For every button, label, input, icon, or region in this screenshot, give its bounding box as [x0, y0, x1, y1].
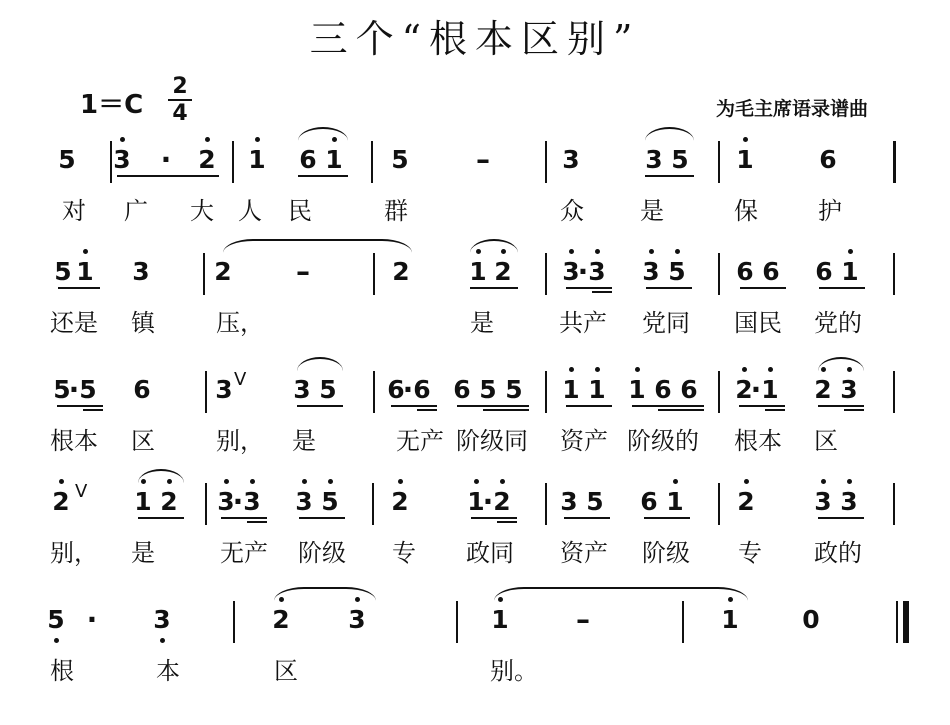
- note-do: 1: [467, 247, 489, 297]
- barline: [372, 483, 374, 525]
- lyric-syllable: 政的: [814, 539, 862, 567]
- duration-underline: [566, 405, 612, 407]
- octave-up-dot: [744, 479, 749, 484]
- barline: [205, 371, 207, 413]
- octave-up-dot: [120, 137, 125, 142]
- note-re: 2: [270, 595, 292, 645]
- sustain-dash: –: [576, 603, 590, 636]
- note-re: 2: [392, 257, 410, 286]
- barline: [545, 371, 547, 413]
- lyric-syllable: 阶级: [298, 539, 346, 567]
- note-do: 1: [664, 477, 686, 527]
- note-re: 2: [812, 365, 834, 415]
- duration-underline: [818, 405, 864, 407]
- duration-underline: [117, 175, 219, 177]
- octave-up-dot: [500, 479, 505, 484]
- note-sol: 5: [666, 247, 688, 297]
- duration-underline: [57, 405, 103, 407]
- time-signature-top: 2: [168, 74, 192, 101]
- note-do: 1: [586, 365, 608, 415]
- augmentation-dot: ·: [577, 255, 589, 288]
- lyric-syllable: 无产: [220, 539, 268, 567]
- octave-up-dot: [675, 249, 680, 254]
- note-do: 1: [132, 477, 154, 527]
- lyric-syllable: 民: [288, 197, 312, 225]
- slur: [818, 357, 864, 371]
- barline: [896, 601, 898, 643]
- note-la: 6: [387, 375, 405, 404]
- note-sol: 5: [391, 145, 409, 174]
- augmentation-dot: ·: [160, 143, 172, 176]
- note-re: 2: [389, 477, 411, 527]
- barline: [718, 253, 720, 295]
- note-re: 2: [158, 477, 180, 527]
- note-sol: 5: [45, 595, 67, 645]
- barline: [903, 601, 909, 643]
- lyric-syllable: 国民: [734, 309, 782, 337]
- duration-underline: [470, 287, 518, 289]
- note-mi: 3: [151, 595, 173, 645]
- barline: [371, 141, 373, 183]
- note-la: 6: [133, 375, 151, 404]
- duration-underline: [83, 409, 103, 411]
- lyrics-row: [0, 423, 950, 459]
- slur: [645, 127, 694, 141]
- barline: [893, 483, 895, 525]
- note-re: 2: [214, 257, 232, 286]
- note-la: 6: [815, 257, 833, 286]
- barline: [205, 483, 207, 525]
- octave-up-dot: [569, 249, 574, 254]
- note-do: 1: [246, 135, 268, 185]
- duration-underline: [221, 517, 267, 519]
- octave-up-dot: [595, 367, 600, 372]
- lyric-syllable: 党的: [814, 309, 862, 337]
- barline: [456, 601, 458, 643]
- note-re: 2: [50, 477, 72, 527]
- lyric-syllable: 别，: [216, 427, 264, 455]
- notes-row: [0, 365, 950, 415]
- notes-row: [0, 477, 950, 527]
- note-la: 6: [736, 257, 754, 286]
- barline: [718, 141, 720, 183]
- note-mi: 3: [560, 487, 578, 516]
- duration-underline: [566, 287, 612, 289]
- lyrics-row: [0, 535, 950, 571]
- duration-underline: [457, 405, 529, 407]
- barline: [232, 141, 234, 183]
- lyric-syllable: 根: [50, 657, 74, 685]
- octave-up-dot: [398, 479, 403, 484]
- note-mi: 3: [346, 595, 368, 645]
- note-do: 1: [465, 477, 487, 527]
- note-sol: 5: [53, 375, 71, 404]
- note-la: 6: [680, 375, 698, 404]
- duration-underline: [497, 521, 517, 523]
- duration-underline: [740, 287, 786, 289]
- lyric-syllable: 资产: [560, 427, 608, 455]
- octave-up-dot: [59, 479, 64, 484]
- barline: [545, 253, 547, 295]
- duration-underline: [138, 517, 184, 519]
- barline: [110, 141, 112, 183]
- lyric-syllable: 政同: [466, 539, 514, 567]
- lyric-syllable: 别，: [50, 539, 98, 567]
- barline: [545, 483, 547, 525]
- lyric-syllable: 是: [640, 197, 664, 225]
- note-la: 6: [762, 257, 780, 286]
- duration-underline: [298, 175, 348, 177]
- octave-up-dot: [821, 479, 826, 484]
- augmentation-dot: ·: [86, 603, 98, 636]
- barline: [545, 141, 547, 183]
- octave-up-dot: [847, 479, 852, 484]
- octave-up-dot: [255, 137, 260, 142]
- time-signature-bottom: 4: [172, 101, 188, 126]
- octave-up-dot: [569, 367, 574, 372]
- octave-up-dot: [848, 249, 853, 254]
- note-do: 1: [560, 365, 582, 415]
- lyric-syllable: 区: [131, 427, 155, 455]
- note-sol: 5: [79, 375, 97, 404]
- breath-mark: V: [234, 369, 247, 390]
- lyric-syllable: 无产: [396, 427, 444, 455]
- note-re: 2: [196, 135, 218, 185]
- note-mi: 3: [562, 145, 580, 174]
- duration-underline: [247, 521, 267, 523]
- notes-row: [0, 135, 950, 185]
- note-la: 6: [453, 375, 471, 404]
- duration-underline: [471, 517, 517, 519]
- slur: [298, 127, 348, 141]
- note-re: 2: [735, 477, 757, 527]
- duration-underline: [564, 517, 610, 519]
- time-signature: [168, 74, 192, 126]
- duration-underline: [632, 405, 704, 407]
- duration-underline: [58, 287, 100, 289]
- breath-mark: V: [75, 481, 88, 502]
- note-re: 2: [491, 477, 513, 527]
- note-mi: 3: [586, 247, 608, 297]
- note-do: 1: [719, 595, 741, 645]
- augmentation-dot: ·: [232, 485, 244, 518]
- lyric-syllable: 阶级同: [456, 427, 528, 455]
- lyric-syllable: 保: [734, 197, 758, 225]
- lyric-syllable: 区: [274, 657, 298, 685]
- barline: [682, 601, 684, 643]
- octave-up-dot: [205, 137, 210, 142]
- augmentation-dot: ·: [402, 373, 414, 406]
- duration-underline: [644, 517, 690, 519]
- slur: [274, 587, 376, 601]
- lyric-syllable: 还是: [50, 309, 98, 337]
- octave-up-dot: [250, 479, 255, 484]
- note-mi: 3: [838, 365, 860, 415]
- duration-underline: [299, 517, 345, 519]
- octave-up-dot: [595, 249, 600, 254]
- octave-down-dot: [160, 638, 165, 643]
- lyric-syllable: 群: [384, 197, 408, 225]
- note-sol: 5: [319, 477, 341, 527]
- lyric-syllable: 阶级: [642, 539, 690, 567]
- barline: [718, 371, 720, 413]
- octave-up-dot: [302, 479, 307, 484]
- note-sol: 5: [671, 145, 689, 174]
- note-mi: 3: [132, 257, 150, 286]
- note-do: 1: [734, 135, 756, 185]
- note-mi: 3: [293, 477, 315, 527]
- lyrics-row: [0, 193, 950, 229]
- note-do: 1: [626, 365, 648, 415]
- lyric-syllable: 资产: [560, 539, 608, 567]
- note-la: 6: [299, 145, 317, 174]
- note-sol: 5: [54, 257, 72, 286]
- duration-underline: [819, 287, 865, 289]
- duration-underline: [739, 405, 785, 407]
- lyric-syllable: 专: [392, 539, 416, 567]
- lyric-syllable: 党同: [642, 309, 690, 337]
- note-mi: 3: [812, 477, 834, 527]
- octave-up-dot: [742, 367, 747, 372]
- barline: [373, 253, 375, 295]
- slur: [470, 239, 518, 253]
- slur: [223, 239, 412, 253]
- note-sol: 5: [319, 375, 337, 404]
- note-do: 1: [489, 595, 511, 645]
- duration-underline: [818, 517, 864, 519]
- lyric-syllable: 阶级的: [627, 427, 699, 455]
- octave-up-dot: [635, 367, 640, 372]
- note-mi: 3: [645, 145, 663, 174]
- duration-underline: [592, 291, 612, 293]
- note-mi: 3: [241, 477, 263, 527]
- octave-up-dot: [649, 249, 654, 254]
- barline: [233, 601, 235, 643]
- augmentation-dot: ·: [482, 485, 494, 518]
- barline: [373, 371, 375, 413]
- duration-underline: [646, 287, 692, 289]
- lyric-syllable: 护: [818, 197, 842, 225]
- note-la: 6: [819, 145, 837, 174]
- key-signature: 1＝C: [80, 90, 144, 120]
- octave-down-dot: [54, 638, 59, 643]
- lyric-syllable: 广: [124, 197, 148, 225]
- barline: [893, 253, 895, 295]
- note-la: 6: [413, 375, 431, 404]
- note-do: 1: [759, 365, 781, 415]
- octave-up-dot: [328, 479, 333, 484]
- lyric-syllable: 是: [292, 427, 316, 455]
- note-mi: 3: [293, 375, 311, 404]
- octave-up-dot: [768, 367, 773, 372]
- lyric-syllable: 是: [470, 309, 494, 337]
- lyrics-row: [0, 305, 950, 341]
- lyric-syllable: 大: [190, 197, 214, 225]
- duration-underline: [658, 409, 704, 411]
- octave-up-dot: [743, 137, 748, 142]
- lyric-syllable: 镇: [131, 309, 155, 337]
- lyric-syllable: 专: [738, 539, 762, 567]
- augmentation-dot: ·: [68, 373, 80, 406]
- note-do: 1: [839, 247, 861, 297]
- note-la: 6: [654, 375, 672, 404]
- lyric-syllable: 别。: [490, 657, 538, 685]
- slur: [494, 587, 748, 601]
- note-sol: 5: [505, 375, 523, 404]
- lyric-syllable: 压，: [216, 309, 264, 337]
- note-mi: 3: [111, 135, 133, 185]
- note-sol: 5: [586, 487, 604, 516]
- lyric-syllable: 是: [131, 539, 155, 567]
- lyric-syllable: 对: [62, 197, 86, 225]
- note-re: 2: [733, 365, 755, 415]
- octave-up-dot: [474, 479, 479, 484]
- barline: [893, 141, 896, 183]
- lyrics-row: [0, 653, 950, 689]
- duration-underline: [417, 409, 437, 411]
- sustain-dash: –: [476, 143, 490, 176]
- note-do: 1: [74, 247, 96, 297]
- credit-text: 为毛主席语录谱曲: [715, 98, 868, 120]
- note-la: 6: [640, 487, 658, 516]
- song-title: 三个“根本区别”: [309, 17, 641, 61]
- duration-underline: [483, 409, 529, 411]
- duration-underline: [391, 405, 437, 407]
- barline: [893, 371, 895, 413]
- note-sol: 5: [479, 375, 497, 404]
- octave-up-dot: [673, 479, 678, 484]
- lyric-syllable: 根本: [50, 427, 98, 455]
- lyric-syllable: 众: [560, 197, 584, 225]
- barline: [203, 253, 205, 295]
- duration-underline: [844, 409, 864, 411]
- barline: [718, 483, 720, 525]
- note-mi: 3: [215, 375, 233, 404]
- note-rest: 0: [802, 605, 820, 634]
- notes-row: [0, 595, 950, 645]
- note-mi: 3: [640, 247, 662, 297]
- slur: [138, 469, 184, 483]
- slur: [297, 357, 343, 371]
- duration-underline: [645, 175, 694, 177]
- note-re: 2: [492, 247, 514, 297]
- octave-up-dot: [224, 479, 229, 484]
- duration-underline: [297, 405, 343, 407]
- lyric-syllable: 共产: [559, 309, 607, 337]
- octave-up-dot: [83, 249, 88, 254]
- note-mi: 3: [838, 477, 860, 527]
- note-sol: 5: [58, 145, 76, 174]
- duration-underline: [765, 409, 785, 411]
- lyric-syllable: 根本: [734, 427, 782, 455]
- note-do: 1: [323, 135, 345, 185]
- lyric-syllable: 区: [814, 427, 838, 455]
- sustain-dash: –: [296, 255, 310, 288]
- lyric-syllable: 人: [238, 197, 262, 225]
- augmentation-dot: ·: [750, 373, 762, 406]
- note-mi: 3: [560, 247, 582, 297]
- note-mi: 3: [215, 477, 237, 527]
- notes-row: [0, 247, 950, 297]
- lyric-syllable: 本: [156, 657, 180, 685]
